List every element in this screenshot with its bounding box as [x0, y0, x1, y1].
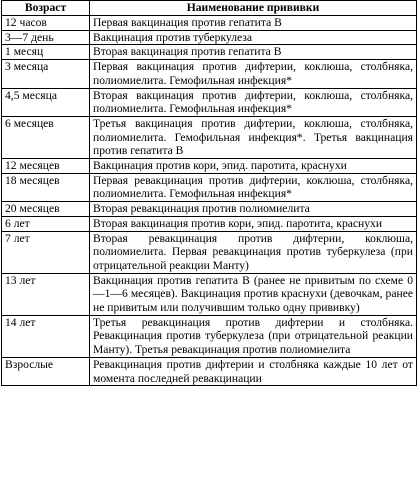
age-cell: 18 месяцев — [2, 173, 90, 201]
vaccination-cell: Ревакцинация против дифтерии и столбняка каждые 10 лет от момента последней ревакцинации — [90, 357, 417, 385]
age-cell: 13 лет — [2, 273, 90, 315]
header-vaccination-name: Наименование прививки — [90, 1, 417, 16]
vaccination-cell: Вакцинация против туберкулеза — [90, 30, 417, 45]
age-cell: 7 лет — [2, 231, 90, 273]
table-row — [2, 231, 417, 273]
table-row — [2, 60, 417, 88]
vaccination-cell: Вторая вакцинация против гепатита В — [90, 45, 417, 60]
table-row — [2, 45, 417, 60]
vaccination-cell: Вторая ревакцинация против полиомиелита — [90, 202, 417, 217]
age-cell: 1 месяц — [2, 45, 90, 60]
vaccination-cell: Третья вакцинация против дифтерии, коклюша, столбняка, полиомиелита. Гемофильная инфекция*. Третья вакцинация против гепатита В — [90, 116, 417, 158]
table-row — [2, 30, 417, 45]
table-row — [2, 159, 417, 174]
age-cell: 6 месяцев — [2, 116, 90, 158]
age-cell: 3—7 день — [2, 30, 90, 45]
age-cell: 6 лет — [2, 216, 90, 231]
table-row — [2, 88, 417, 116]
age-cell: 20 месяцев — [2, 202, 90, 217]
vaccination-cell: Первая вакцинация против гепатита В — [90, 16, 417, 31]
vaccination-cell: Первая ревакцинация против дифтерии, коклюша, столбняка, полиомиелита. Гемофильная инфекция* — [90, 173, 417, 201]
vaccination-cell: Вакцинация против кори, эпид. паротита, краснухи — [90, 159, 417, 174]
vaccination-cell: Первая вакцинация против дифтерии, коклюша, столбняка, полиомиелита. Гемофильная инфекция* — [90, 60, 417, 88]
vaccination-schedule-table — [1, 0, 417, 386]
table-header-row — [2, 1, 417, 16]
age-cell: 12 месяцев — [2, 159, 90, 174]
table-row — [2, 273, 417, 315]
header-age: Возраст — [2, 1, 90, 16]
vaccination-cell: Вторая вакцинация против кори, эпид. паротита, краснухи — [90, 216, 417, 231]
vaccination-cell: Третья ревакцинация против дифтерии и столбняка. Ревакцинация против туберкулеза (при отрицательной реакции Манту). Третья ревакцинация против полиомиелита — [90, 315, 417, 357]
table-row — [2, 357, 417, 385]
age-cell: 3 месяца — [2, 60, 90, 88]
table-row — [2, 315, 417, 357]
table-row — [2, 216, 417, 231]
vaccination-cell: Вакцинация против гепатита В (ранее не привитым по схеме 0—1—6 месяцев). Вакцинация против краснухи (девочкам, ранее не привитым или получившим только одну прививку) — [90, 273, 417, 315]
age-cell: 14 лет — [2, 315, 90, 357]
table-row — [2, 173, 417, 201]
age-cell: 12 часов — [2, 16, 90, 31]
table-row — [2, 116, 417, 158]
age-cell: Взрослые — [2, 357, 90, 385]
table-row — [2, 16, 417, 31]
age-cell: 4,5 месяца — [2, 88, 90, 116]
table-row — [2, 202, 417, 217]
vaccination-cell: Вторая ревакцинация против дифтерии, коклюша, полиомиелита. Первая ревакцинация против туберкулеза (при отрицательной реакции Манту) — [90, 231, 417, 273]
vaccination-cell: Вторая вакцинация против дифтерии, коклюша, столбняка, полиомиелита. Гемофильная инфекция* — [90, 88, 417, 116]
